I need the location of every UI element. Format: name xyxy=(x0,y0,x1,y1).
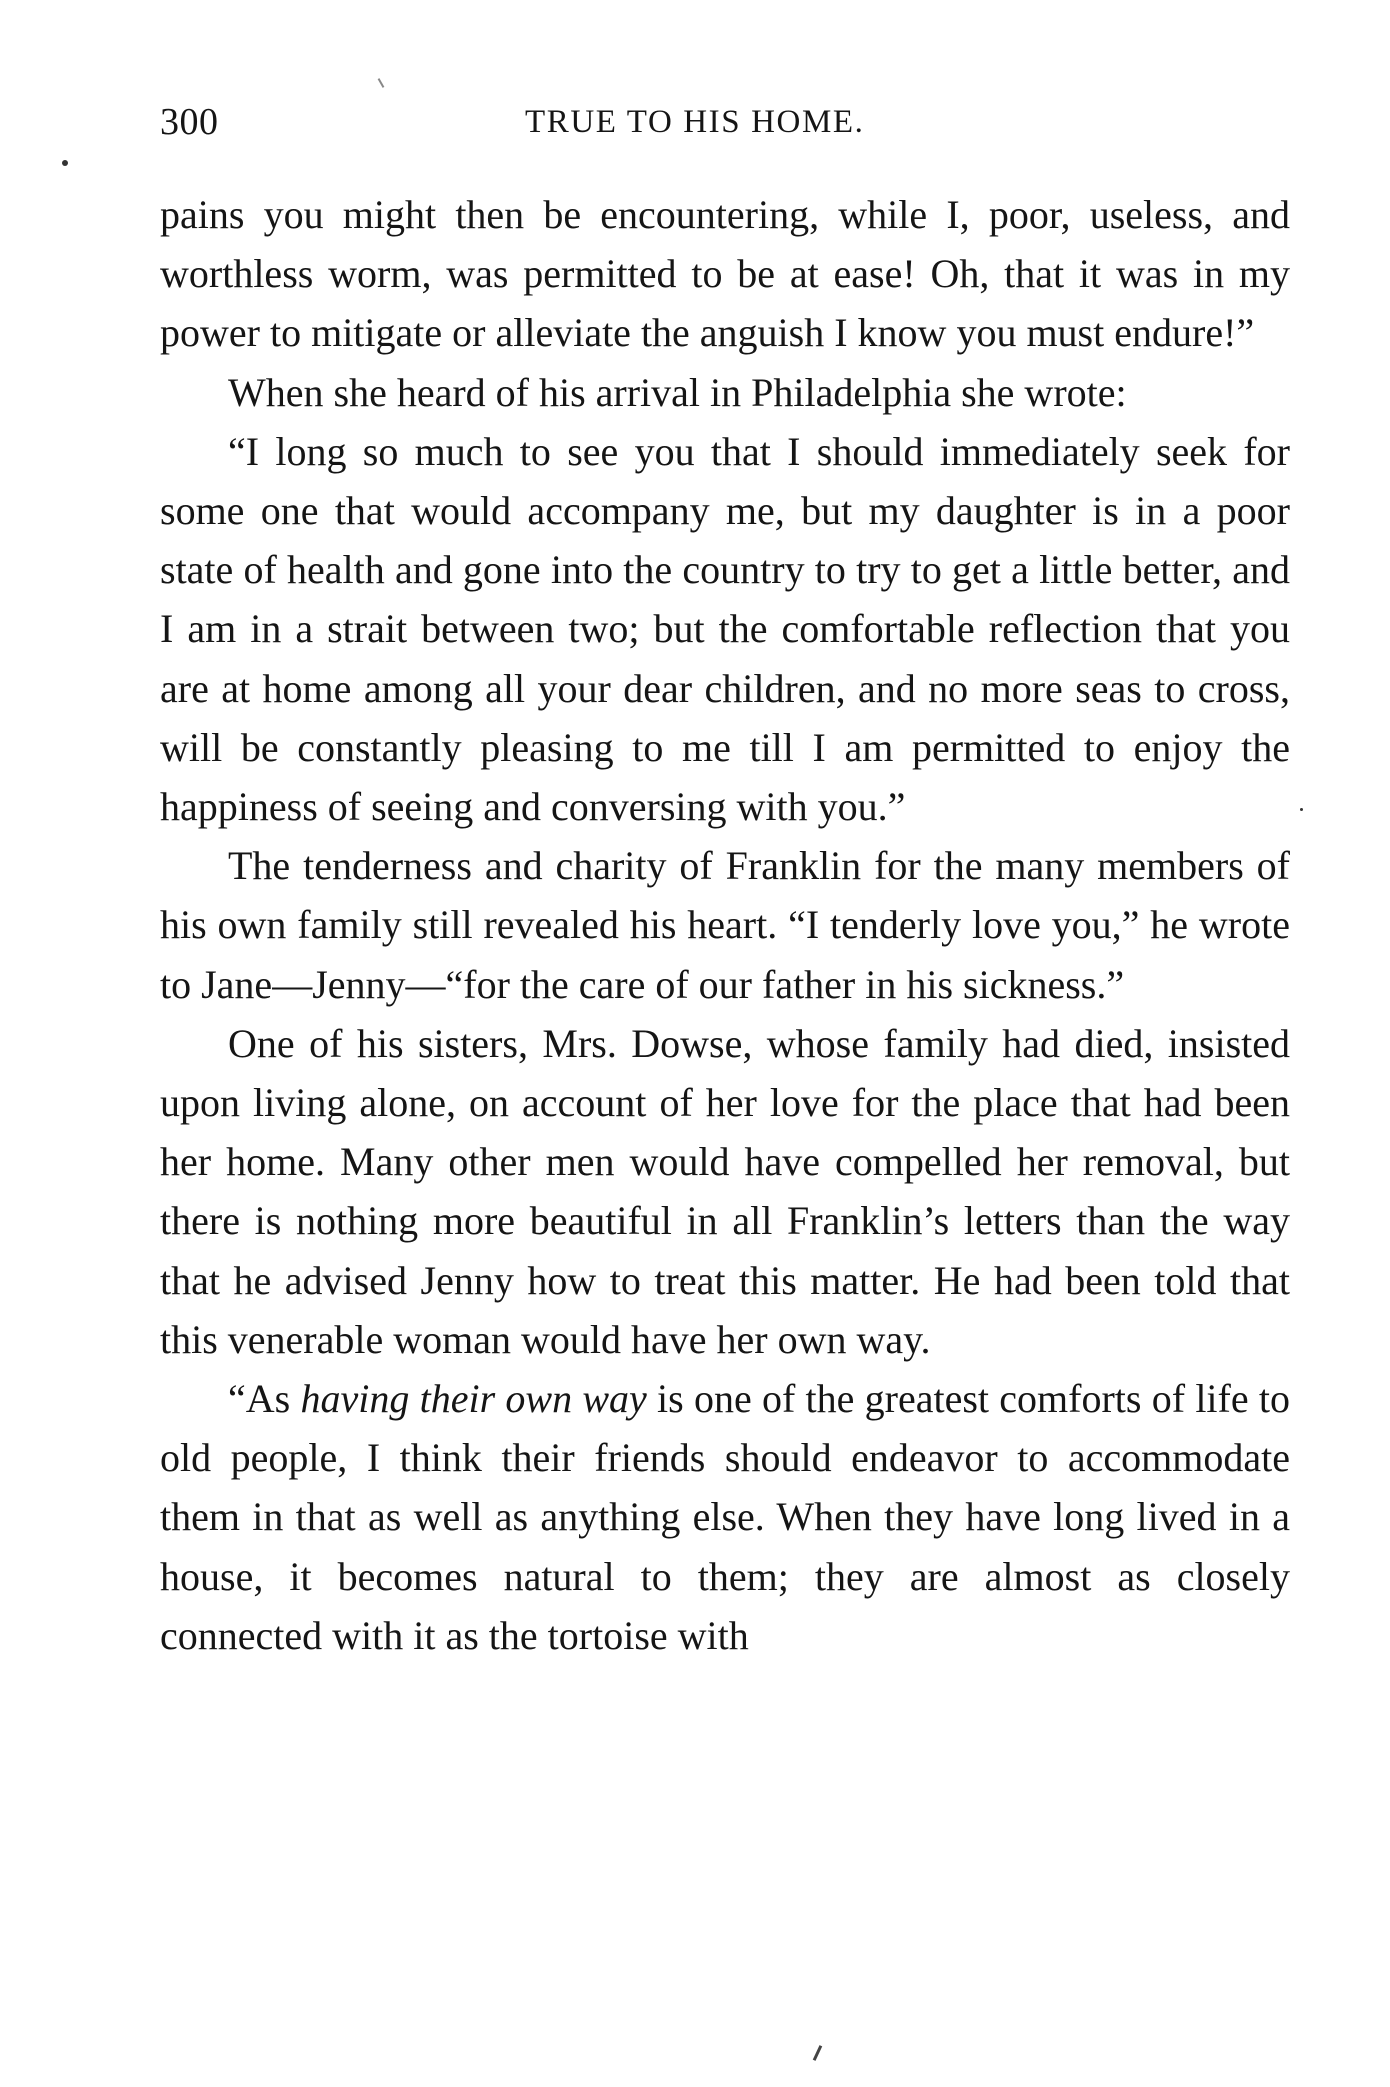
scan-mark xyxy=(813,2045,822,2061)
paragraph-philadelphia: When she heard of his arrival in Philadelphia she wrote: xyxy=(228,369,1127,415)
body-text xyxy=(160,185,1290,1665)
scan-mark xyxy=(378,78,385,88)
paragraph-own-way xyxy=(160,1369,1290,1665)
emphasis-having-their-own-way: having their own way xyxy=(300,1376,647,1422)
paragraph-mrs-dowse: One of his sisters, Mrs. Dowse, whose family had died, insisted upon living alone, on account of her love for the place that had been her home. Many other men would have compelled her removal, but there is nothing more beautiful in all Franklin’s letters than the way that he advised Jenny how to treat this matter. He had been told that this venerable woman would have her own way. xyxy=(160,1020,1290,1362)
running-title: TRUE TO HIS HOME. xyxy=(525,104,865,140)
page-header xyxy=(160,100,1290,150)
quote-open: “As xyxy=(228,1376,301,1422)
paragraph-tenderness: The tenderness and charity of Franklin for the many members of his own family still revealed his heart. “I tenderly love you,” he wrote to Jane—Jenny—“for the care of our father in his sickness.” xyxy=(160,843,1290,1007)
scan-speck xyxy=(62,160,68,166)
page-number: 300 xyxy=(160,101,219,143)
paragraph-letter-quote: “I long so much to see you that I should immediately seek for some one that would accompany me, but my daughter is in a poor state of health and gone into the country to try to get a little better, and I am in a strait between two; but the comfortable reflection that you are at home among all your dear children, and no more seas to cross, will be constantly pleasing to me till I am permitted to enjoy the happiness of seeing and conversing with you.” xyxy=(160,428,1290,830)
paragraph-continued: pains you might then be encountering, while I, poor, useless, and worthless worm, was permitted to be at ease! Oh, that it was in my power to mitigate or alleviate the anguish I know you must endure!” xyxy=(160,192,1290,356)
scan-speck xyxy=(1300,808,1303,811)
quote-rest: is one of the greatest comforts of life to old people, I think their friends should endeavor to accommodate them in that as well as anything else. When they have long lived in a house, it becomes natural to them; they are almost as closely connected with it as the tortoise with xyxy=(160,1376,1290,1658)
